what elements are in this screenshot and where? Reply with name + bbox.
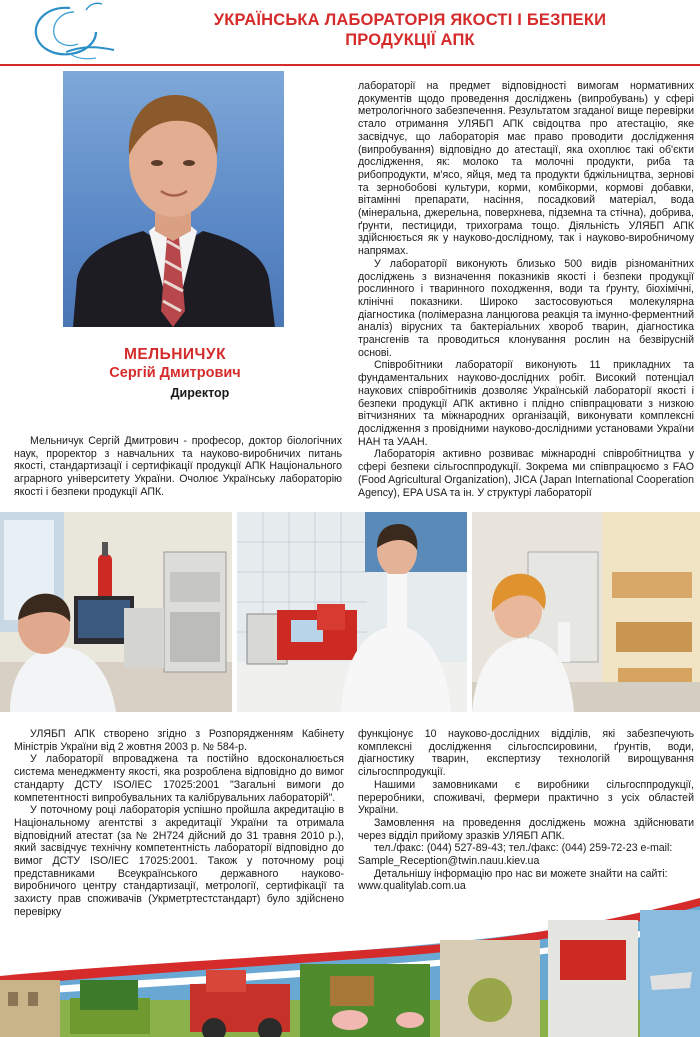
bio-paragraph: Мельничук Сергій Дмитрович - професор, доктор біологічних наук, проректор з навчальних та науково-виробничих питань якості, стандартизації і сертифікації продукції АПК Національного аграрного університету України. Очолює Українську лабораторію якості і безпеки продукції АПК. <box>14 435 342 498</box>
header-divider <box>0 64 700 66</box>
director-surname: МЕЛЬНИЧУК <box>123 346 227 363</box>
title-line-2: ПРОДУКЦІЇ АПК <box>345 31 475 49</box>
director-given-names: Сергій Дмитрович <box>109 365 241 381</box>
right-column-top <box>358 80 694 499</box>
paragraph-research-works: Співробітники лабораторії виконують 11 прикладних та фундаментальних науково-дослідних робіт. Високий потенціал наукових співробітників дозволяє Українській лабораторії якості і безпеки продукції АПК активно і плідно співпрацювати з низкою вітчизняних та міжнародних організацій, виконувати комплексні дослідження з провідними науково-дослідними установами України НАН та УААН. <box>358 359 694 448</box>
paragraph-research-types: У лабораторії виконують близько 500 видів різноманітних досліджень з визначення показників якості і безпеки продукції рослинного і тваринного походження, води та ґрунту, біохімічні, клінічні показники. Широко застосовуються молекулярна діагностика (полімеразна ланцюгова реакція та імунно-ферментний аналіз) вірусних та бактеріальних хвороб тварин, діагностика трансгенів та проводиться клонування рослин на безвірусній основі. <box>358 257 694 359</box>
paragraph-attestation: лабораторії на предмет відповідності вимогам нормативних документів щодо проведення досліджень (випробувань) у сфері метрологічного забезпечення. Результатом згаданої вище перевірки стало отримання УЛЯБП АПК свідоцтва про атестацію, яке засвідчує, що лабораторія має право проводити дослідження (випробування) відповідно до атестації, яка охоплює такі об'єкти дослідження, як: молоко та молочні продукти, риба та рибопродукти, м'ясо, яйця, мед та продукти бджільництва, зернові та зернобобові культури, корми, комбікорми, кормові добавки, вітамінні препарати, насіння, посадковий матеріал, вода (мінеральна, джерельна, поверхнева, підземна та стічна), добрива, ґрунти, пестициди, трихограма тощо. Діяльність УЛЯБП АПК здійснюється як у науково-дослідному, так і науково-виробничому напрямах. <box>358 80 694 258</box>
page-title <box>130 10 690 50</box>
page-header <box>0 0 700 62</box>
website-info: Детальнішу інформацію про нас ви можете знайти на сайті: www.qualitylab.com.ua <box>358 867 668 893</box>
collage-illustration <box>0 880 700 1037</box>
lab-photo-analyzer <box>237 512 467 712</box>
right-column-bottom <box>358 728 694 893</box>
lab-photo-samples <box>472 512 700 712</box>
title-line-1: УКРАЇНСЬКА ЛАБОРАТОРІЯ ЯКОСТІ І БЕЗПЕКИ <box>213 11 607 29</box>
director-bio <box>14 435 342 499</box>
paragraph-founded: УЛЯБП АПК створено згідно з Розпорядженням Кабінету Міністрів України від 2 жовтня 2003 р. № 584-р. <box>14 728 344 753</box>
paragraph-international: Лабораторія активно розвиває міжнародні співробітництва у сфері безпеки сільгосппродукції. Зокрема ми співпрацюємо з FAO (Food Agricultural Organization), JICA (Japan International Cooperation Agency), EPA USA та ін. У структурі лабораторії <box>358 448 694 499</box>
lab-photo-chromatograph <box>0 512 232 712</box>
contact-info: тел./факс: (044) 527-89-43; тел./факс: (044) 259-72-23 e-mail: Sample_Reception@twin.nauu.kiev.ua <box>358 842 673 868</box>
director-name-block <box>60 345 290 402</box>
agriculture-collage <box>0 880 700 1037</box>
paragraph-customers: Нашими замовниками є виробники сільгосппродукції, переробники, споживачі, фермери практично з усіх областей України. <box>358 778 694 817</box>
lab-logo-icon <box>26 2 118 62</box>
paragraph-departments: функціонує 10 науково-дослідних відділів, які забезпечують комплексні дослідження сільгоспсировини, ґрунтів, води, діагностику тварин, експертизу технологій вирощування сільгосппродукції. <box>358 728 694 779</box>
paragraph-orders: Замовлення на проведення досліджень можна здійснювати через відділ прийому зразків УЛЯБП АПК. <box>358 816 694 842</box>
paragraph-accreditation: У поточному році лабораторія успішно пройшла акредитацію в Національному агентстві з акредитації України та отримала відповідний атестат (за № 2Н724 дійсний до 31 травня 2010 р.), який засвідчує технічну компетентність лабораторії відповідно до вимог ДСТУ ISO/IEC 17025:2001. Також у поточному році представниками Всеукраїнського державного науково-виробничого центру стандартизації, метрології, сертифікації та захисту прав споживачів (Укрметртестстандарт) було здійснено перевірку <box>14 804 344 918</box>
paragraph-quality-system: У лабораторії впроваджена та постійно вдосконалюється система менеджменту якості, яка розроблена відповідно до вимог стандарту ДСТУ ISO/IEC 17025:2001 "Загальні вимоги до компетентності випробувальних та калібрувальних лабораторій". <box>14 753 344 804</box>
portrait-illustration <box>63 71 284 327</box>
director-portrait <box>63 71 284 327</box>
lab-photo-strip <box>0 512 700 712</box>
director-role: Директор <box>170 386 230 400</box>
